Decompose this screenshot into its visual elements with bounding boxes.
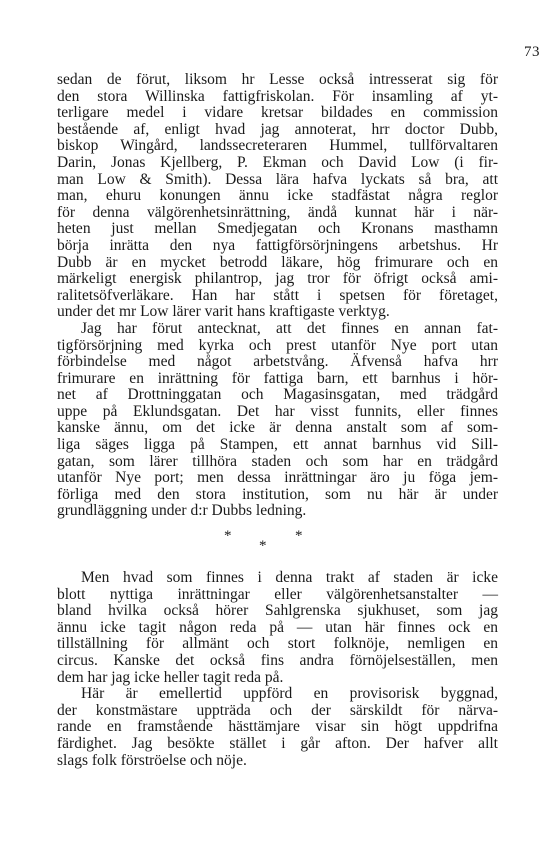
text-line: Jag har förut antecknat, att det finnes en annan fat- xyxy=(81,319,498,337)
text-line: för denna välgörenhetsinrättning, ändå kunnat här i när- xyxy=(57,203,498,221)
text-line: heten just mellan Smedjegatan och Kronans masthamn xyxy=(57,220,498,238)
text-line: dem har jag icke heller tagit reda på. xyxy=(57,668,284,686)
text-line: förliga med den stora institution, som nu här är under xyxy=(57,485,498,503)
text-line: frimurare en inrättning för fattiga barn, ett barnhus i hör- xyxy=(57,369,498,387)
text-line: gatan, som lärer tillhöra staden och som har en trädgård xyxy=(57,452,498,470)
text-line: utanför Nye port; men dessa inrättningar äro ju föga jem- xyxy=(57,469,498,487)
text-line: man, ehuru konungen ännu icke stadfästat några reglor xyxy=(57,187,498,205)
text-line: förbindelse med något arbetstvång. Äfvenså hafva hrr xyxy=(57,353,498,371)
text-line: tigförsörjning med kyrka och prest utanför Nye port utan xyxy=(57,336,498,354)
text-line: bland hvilka också hörer Sahlgrenska sjukhuset, som jag xyxy=(57,602,498,620)
text-line: man Low & Smith). Dessa lära hafva lyckats så bra, att xyxy=(57,170,498,188)
text-line: grundläggning under d:r Dubbs ledning. xyxy=(57,502,307,520)
text-line: under det mr Low lärer varit hans kraftigaste verktyg. xyxy=(57,303,390,321)
text-line: biskop Wingård, landssecreteraren Hummel, tullförvaltaren xyxy=(57,137,498,155)
text-line: liga säges ligga på Stampen, ett annat barnhus vid Sill- xyxy=(57,436,498,454)
text-line: Dubb är en mycket betrodd läkare, hög frimurare och en xyxy=(57,253,498,271)
text-line: märkeligt energisk philantrop, jag tror för öfrigt också ami- xyxy=(57,270,498,288)
text-line: circus. Kanske det också fins andra förnöjelseställen, men xyxy=(57,651,498,669)
text-line: uppe på Eklundsgatan. Det har visst funnits, eller finnes xyxy=(57,402,498,420)
text-line: blott nyttiga inrättningar eller välgörenhetsanstalter — xyxy=(57,585,498,603)
text-line: tillställning för allmänt och stort folknöje, nemligen en xyxy=(57,635,498,653)
text-line: den stora Willinska fattigfriskolan. För insamling af yt- xyxy=(57,87,498,105)
text-line: slags folk förströelse och nöje. xyxy=(57,751,247,769)
text-line: Här är emellertid uppförd en provisorisk byggnad, xyxy=(81,685,498,703)
text-line: net af Drottninggatan och Magasinsgatan, med trädgård xyxy=(57,386,498,404)
page-number: 73 xyxy=(524,44,540,60)
text-block-lower xyxy=(57,570,498,769)
text-line: bestående af, enligt hvad jag annoterat, hrr doctor Dubb, xyxy=(57,120,498,138)
text-line: sedan de förut, liksom hr Lesse också intresserat sig för xyxy=(57,71,498,88)
text-line: ännu icke tagit någon reda på — utan här finnes ock en xyxy=(57,618,498,636)
asterisk: * xyxy=(295,528,303,544)
text-line: färdighet. Jag besökte stället i går afton. Der hafver allt xyxy=(57,734,498,752)
text-line: Darin, Jonas Kjellberg, P. Ekman och David Low (i fir- xyxy=(57,153,498,171)
text-line: der konstmästare uppträda och der särskildt för närva- xyxy=(57,701,498,719)
text-line: börja inrätta den nya fattigförsörjningens arbetshus. Hr xyxy=(57,236,498,254)
text-line: terligare medel i vidare kretsar bildades en commission xyxy=(57,104,498,122)
text-line: kanske ännu, om det icke är denna anstalt som af som- xyxy=(57,419,498,437)
text-line: rande en framstående hästtämjare visar sin högt uppdrifna xyxy=(57,718,498,736)
asterisk: * xyxy=(224,528,232,544)
text-line: ralitetsöfverläkare. Han har stått i spetsen för företaget, xyxy=(57,286,498,304)
text-line: Men hvad som finnes i denna trakt af staden är icke xyxy=(81,569,498,586)
text-block-upper xyxy=(57,72,498,520)
asterisk: * xyxy=(259,538,267,554)
